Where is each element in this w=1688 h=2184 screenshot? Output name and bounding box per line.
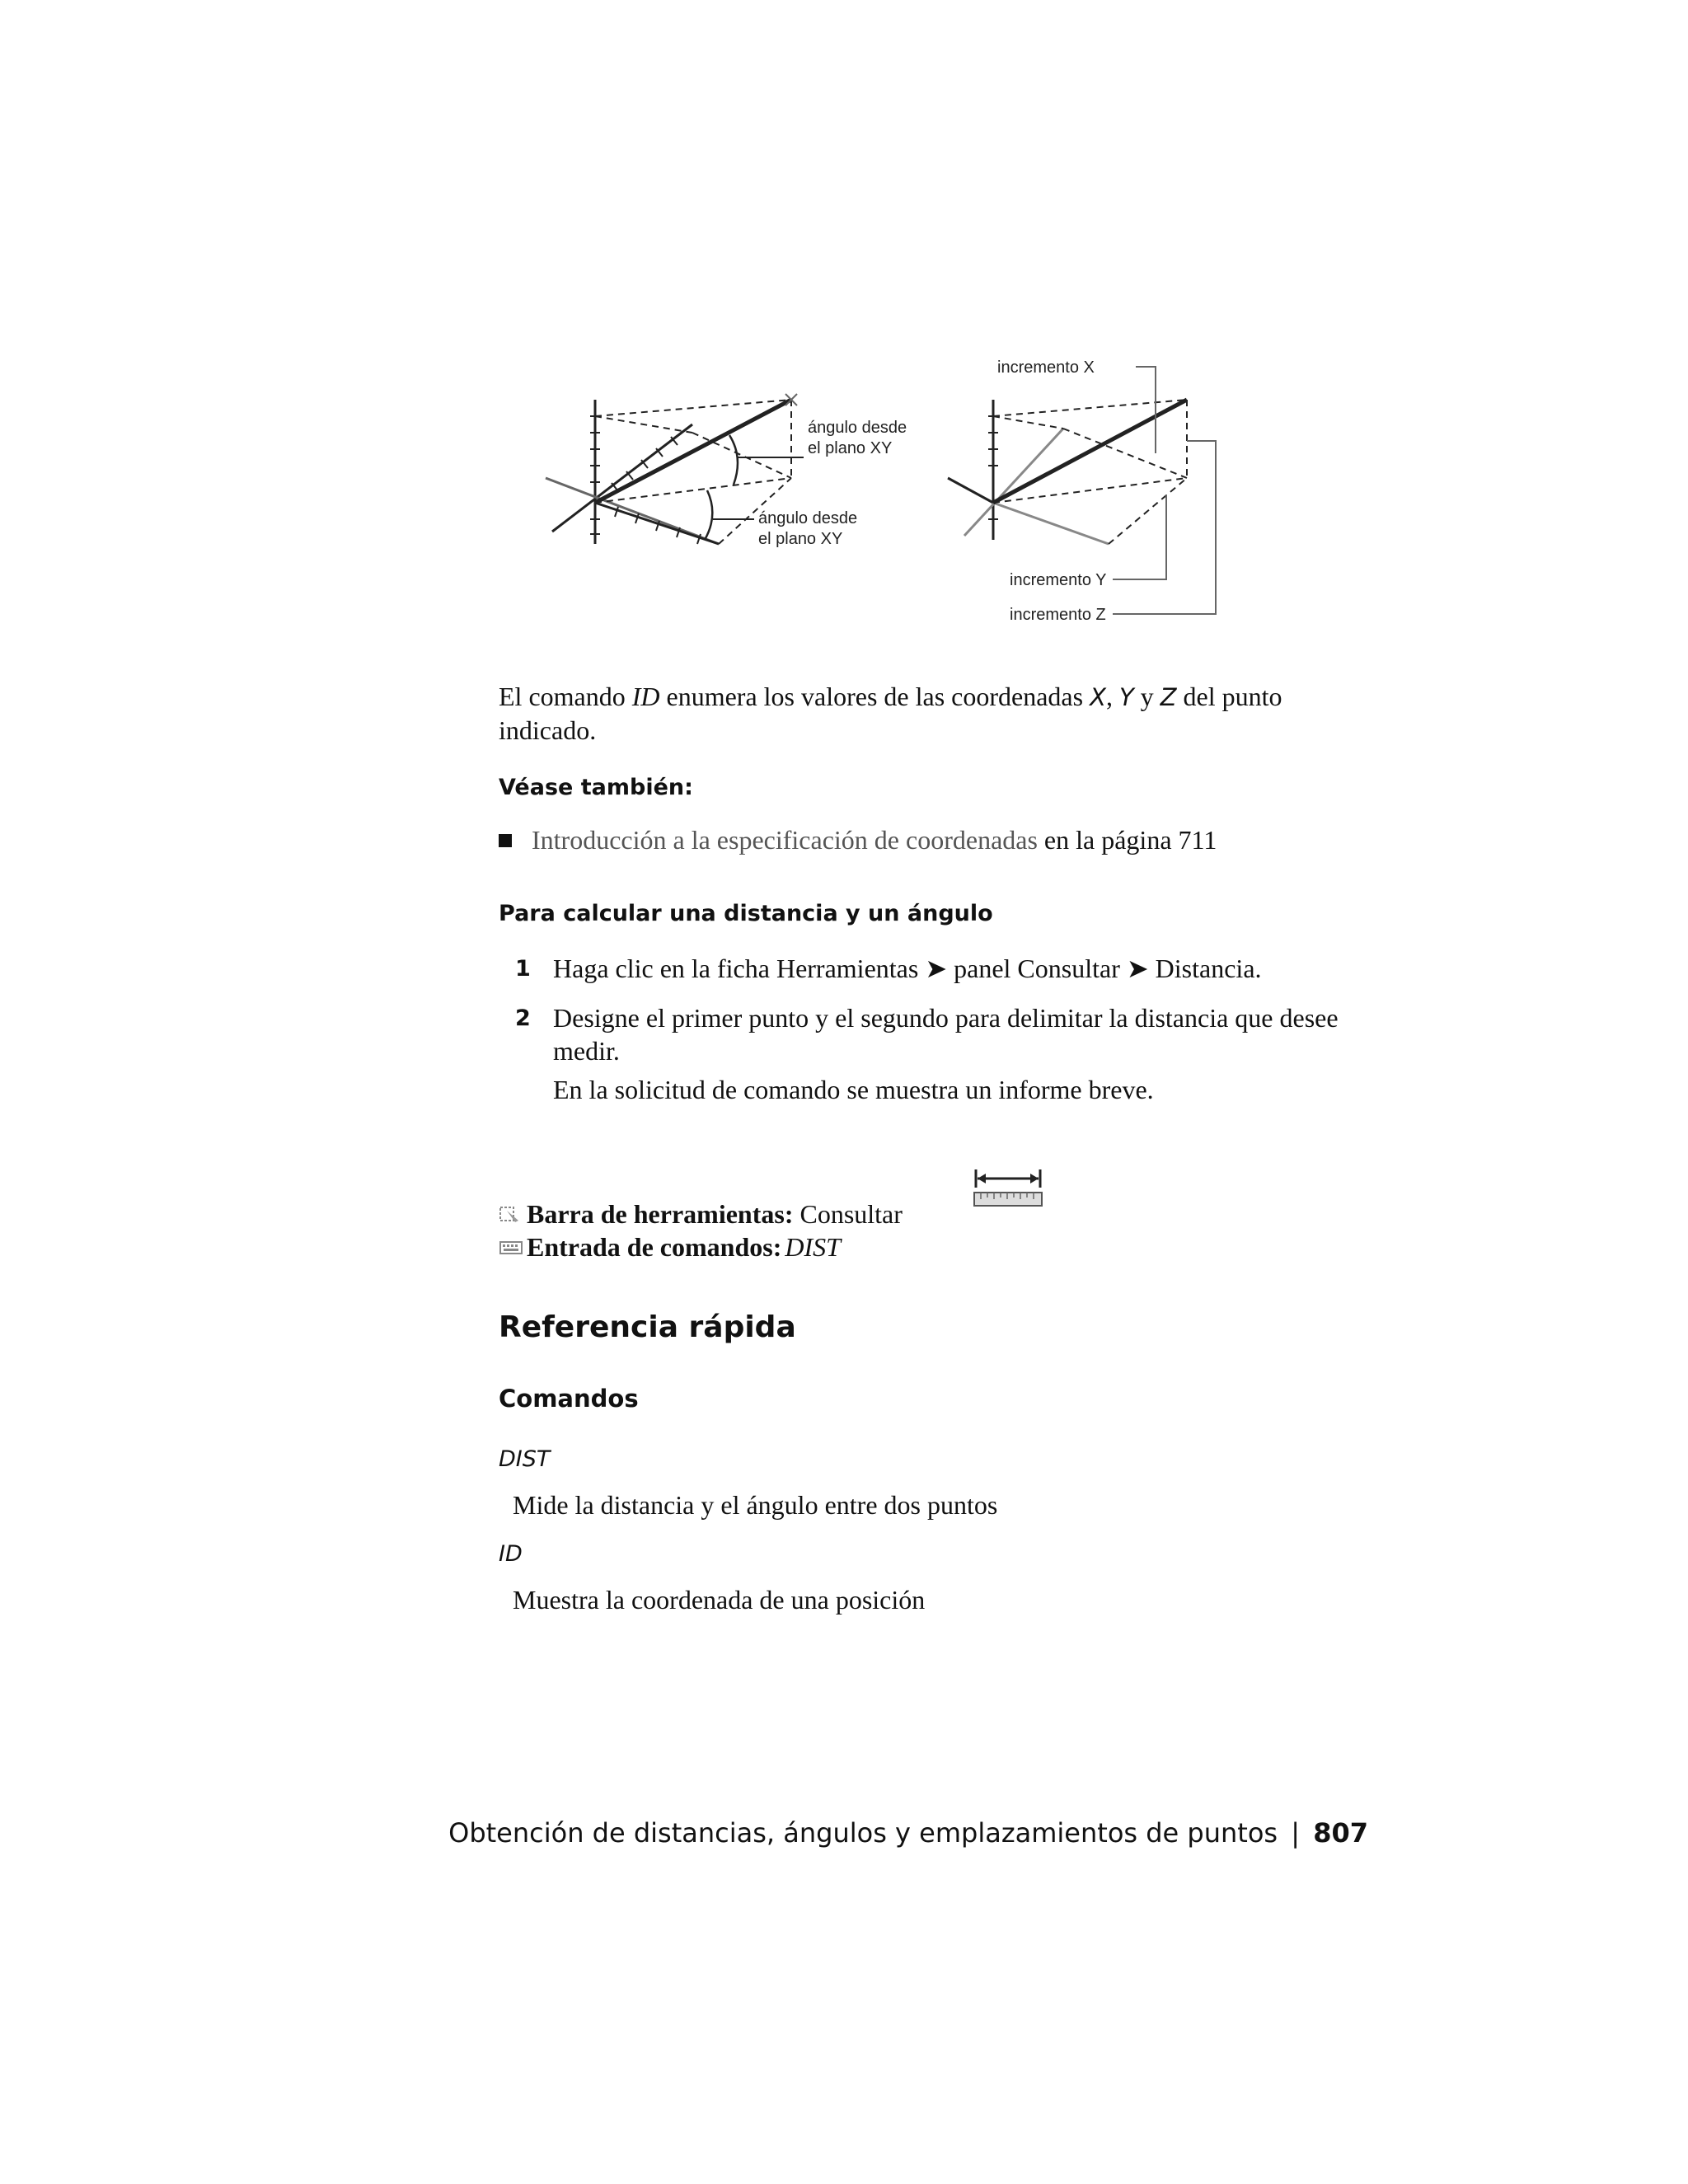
- intro-line2: indicado.: [499, 715, 597, 745]
- step-2-number: 2: [515, 1005, 531, 1031]
- step-2-line2: medir.: [553, 1036, 620, 1066]
- command-id-description: Muestra la coordenada de una posición: [513, 1585, 926, 1615]
- footer-separator: |: [1291, 1817, 1301, 1849]
- see-also-title: Véase también:: [499, 775, 693, 800]
- coord-y: Y: [1118, 683, 1134, 711]
- quick-reference-heading: Referencia rápida: [499, 1310, 796, 1344]
- bullet-square-icon: [499, 834, 512, 847]
- toolbar-access-row: [499, 1199, 903, 1230]
- procedure-title: Para calcular una distancia y un ángulo: [499, 901, 993, 926]
- footer-title: Obtención de distancias, ángulos y emplazamientos de puntos: [448, 1817, 1278, 1849]
- command-access-row: [499, 1232, 841, 1263]
- increment-y-label: incremento Y: [1010, 571, 1107, 589]
- distance-tool-icon: [973, 1166, 1043, 1209]
- coord-z: Z: [1160, 683, 1177, 711]
- intro-cmd-id: ID: [631, 682, 660, 711]
- step-2-line1: Designe el primer punto y el segundo para delimitar la distancia que desee: [553, 1003, 1339, 1033]
- command-dist-description: Mide la distancia y el ángulo entre dos puntos: [513, 1490, 998, 1520]
- coordinates-intro-link[interactable]: Introducción a la especificación de coordenadas: [532, 825, 1038, 855]
- step-1-number: 1: [515, 956, 531, 982]
- coord-x: X: [1090, 683, 1106, 711]
- toolbar-value: Consultar: [793, 1199, 903, 1229]
- see-also-item: [499, 823, 1217, 856]
- command-value: DIST: [785, 1232, 841, 1262]
- intro-and: y: [1133, 682, 1160, 711]
- angle-label-bottom-2: el plano XY: [758, 530, 843, 548]
- coordinate-diagram-figure: [536, 346, 1245, 626]
- commands-heading: Comandos: [499, 1385, 639, 1413]
- angle-label-top-1: ángulo desde: [808, 419, 907, 437]
- toolbar-icon: [499, 1204, 523, 1226]
- intro-comma: ,: [1105, 682, 1119, 711]
- step-1-text: Haga clic en la ficha Herramientas ➤ panel Consultar ➤ Distancia.: [553, 954, 1262, 983]
- keyboard-icon: [499, 1237, 523, 1258]
- intro-paragraph: [499, 680, 1405, 747]
- intro-text-a: El comando: [499, 682, 632, 711]
- command-dist-name: DIST: [499, 1446, 551, 1472]
- see-also-page-ref: en la página 711: [1037, 825, 1217, 855]
- step-2-result: En la solicitud de comando se muestra un informe breve.: [553, 1075, 1154, 1104]
- page-footer: [448, 1817, 1368, 1849]
- intro-text-c: del punto: [1176, 682, 1282, 711]
- command-id-name: ID: [499, 1541, 523, 1567]
- intro-text-b: enumera los valores de las coordenadas: [659, 682, 1090, 711]
- step-2-text: [553, 1001, 1460, 1067]
- angle-label-bottom-1: ángulo desde: [758, 509, 858, 527]
- increment-z-label: incremento Z: [1010, 606, 1106, 624]
- angle-label-top-2: el plano XY: [808, 439, 893, 457]
- command-label: Entrada de comandos:: [527, 1232, 782, 1262]
- page-number: 807: [1313, 1817, 1368, 1849]
- increment-x-label: incremento X: [997, 359, 1095, 377]
- toolbar-label: Barra de herramientas:: [527, 1199, 794, 1229]
